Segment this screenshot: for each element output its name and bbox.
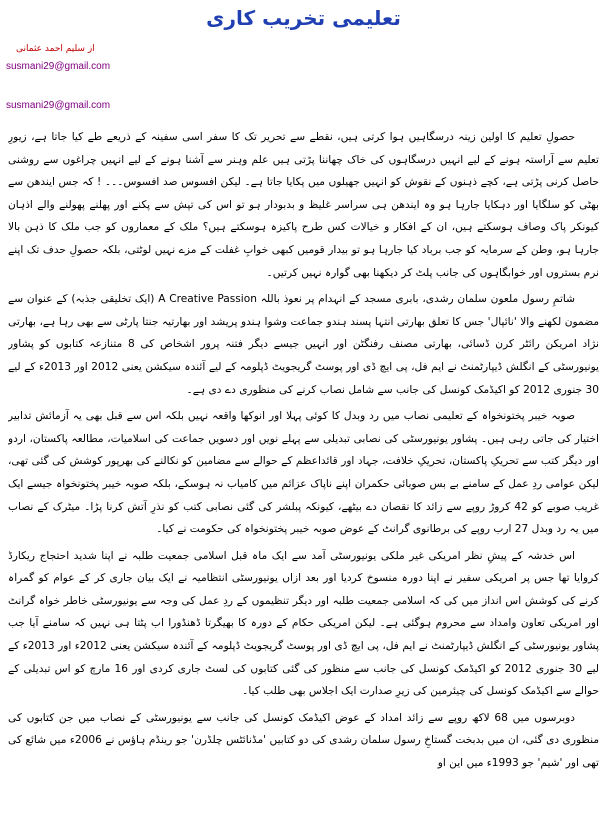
paragraph: اس خدشہ کے پیشِ نظر امریکی غیر ملکی یونیورسٹی آمد سے ایک ماہ قبل اسلامی جمعیت طلبہ نے اپنا شدید احتجاج ریکارڈ کروایا تھا جس پر امریکی سفیر نے اپنا دورہ منسوخ کردیا اور بعد ازاں یونیورسٹی انتظامیہ نے ایک بیان جاری کر کے عوام کو گمراہ کرنے کی کوشش اس انداز میں کی کہ اسلامی جمعیت طلبہ اور دیگر تنظیموں کے ردِ عمل کی وجہ سے یونیورسٹی خاطر خواہ گرانٹ اور امریکی تعاون وامداد سے محروم ہوگئی ہے۔ لیکن امریکی حکام کے دورہ کا بھیگرتا ڈھنڈورا اب پٹتا ہی نہیں کہ سامنے آیا جب پشاور یونیورسٹی کے انگلش ڈیپارٹمنٹ نے ایم فل، پی ایچ ڈی اور پوسٹ گریجویٹ ڈپلومہ کے آئندہ سیکشن یعنی 2012ء اور 2013ء کے لیے 30 جنوری 2012 کو اکیڈمک کونسل کی جانب سے منظور کی گئی کتابوں کی لسٹ جاری کردی اور 16 مارچ کو اس تبدیلی کے حوالے سے اکیڈمک کونسل کی چیئرمین کی زیرِ صدارت ایک اجلاس بھی طلب کیا۔	[8, 549, 599, 698]
article-title: تعلیمی تخریب کاری	[206, 6, 401, 30]
author-email[interactable]: susmani29@gmail.com	[6, 61, 111, 72]
paragraph: حصولِ تعلیم کا اولین زینہ درسگاہیں ہوا کرتی ہیں، نقطے سے تحریر تک کا سفر اسی سفینہ کے ذریعے طے کیا جاتا ہے، زیورِ تعلیم سے آراستہ ہونے کے لیے انہیں درسگاہوں کی خاک چھاننا پڑتی ہیں علم وہنر سے آشنا ہونے کے لیے انہیں چراغوں سے روشنی حاصل کرنی پڑتی ہے، کچے ذہنوں کے نقوش کو انہیں جھیلوں میں پکایا جاتا ہے۔ لیکن افسوس صد افسوس۔۔۔ ! کہ جس ایندھن سے بھٹی کو سلگایا اور دہکایا جارہا ہو وہ ایندھن ہی سراسر غلیظ و بدبودار ہو تو اس کی تپش سے پکنے اور پھلنے پھولنے والے اذہان کیونکر پاک وصاف ہوسکتے ہیں، ان کے افکار و خیالات کس طرح پاکیزہ ہوسکتے ہیں؟ ملک کے معماروں کو جب ملک کا ذہن بالا جارہا ہو، وطن کے سرمایہ کو جب برباد کیا جارہا ہو تو بیدار قومیں کبھی خوابِ غفلت کے مزے نہیں لوٹتی، بلکہ حصولِ حدف تک اپنے نرم بستروں اور خوابگاہوں کی جانب پلٹ کر دیکھنا بھی گوارہ نہیں کرتیں۔	[8, 131, 599, 279]
paragraph: شاتمِ رسول ملعون سلمان رشدی، بابری مسجد کے انہدام پر نعوذ باللہ A Creative Passion (ایک تخلیقی جذبہ) کے عنوان سے مضمون لکھنے والا 'نائپال' جس کا تعلق بھارتی انتہا پسند ہندو جماعت وشوا ہندو پریشد اور بھارتیہ جنتا پارٹی سے بھی رہا ہے، بھارتی نژاد امریکن رائٹر کرن ڈسائی، بھارتی مصنف رفنگٹن اور انہیں جیسے دیگر فتنہ پرور اشخاص کی 8 متنازعہ کتابوں کو پشاور یونیورسٹی کے انگلش ڈیپارٹمنٹ نے ایم فل، پی ایچ ڈی اور پوسٹ گریجویٹ ڈپلومہ کے لیے آئندہ سیکشن یعنی 2012 اور 2013ء کے لیے 30 جنوری 2012 کو اکیڈمک کونسل کی جانب سے شامل نصاب کرنے کی منظوری دے دی ہے۔	[8, 293, 599, 396]
paragraph: دوبرسوں میں 68 لاکھ روپے سے زائد امداد کے عوض اکیڈمک کونسل کی جانب سے یونیورسٹی کے نصاب میں جن کتابوں کی منظوری دی گئی، ان میں بدبخت گستاخِ رسول سلمان رشدی کی دو کتابیں 'مڈنائٹس چلڈرن' جو رینڈم ہاؤس نے 2006ء میں شائع کی تھی اور 'شیم' جو 1993ء میں این او	[8, 711, 599, 770]
article-body	[8, 126, 599, 838]
author-byline: از سلیم احمد عثمانی	[16, 44, 95, 54]
author-email-repeat[interactable]: susmani29@gmail.com	[6, 100, 111, 111]
paragraph: صوبہ خیبر پختونخواہ کے تعلیمی نصاب میں رد وبدل کا کوئی پہلا اور انوکھا واقعہ نہیں بلکہ اس سے قبل بھی یہ آزمائش تدابیر اختیار کی جاتی رہی ہیں۔ پشاور یونیورسٹی کی نصابی تبدیلی سے پہلے نویں اور دسویں جماعت کی اسلامیات، مطالعہ پاکستان، اردو اور دیگر کتب سے تحریکِ پاکستان، تحریکِ خلافت، جہاد اور قائداعظم کے حوالے سے مضامین کو نکالنے کی بھرپور کوشش کی گئی تھی، لیکن عوامی ردِ عمل کے سامنے بے بس صوبائی حکمران اپنے ناپاک عزائم میں کامیاب نہ ہوسکے، بلکہ صوبہ خیبر پختونخواہ جیسے ایک غریب صوبے کو 42 کروڑ روپے سے زائد کا نقصان دے بیٹھے، کیونکہ پبلشر کی گئی نصابی کتب کو نذرِ آتش کرنا پڑا۔ میٹرک کے نصاب میں یہ رد وبدل 27 ارب روپے کی برطانوی گرانٹ کے عوض صوبہ خیبر پختونخواہ کی حکومت نے کیا۔	[8, 410, 599, 536]
